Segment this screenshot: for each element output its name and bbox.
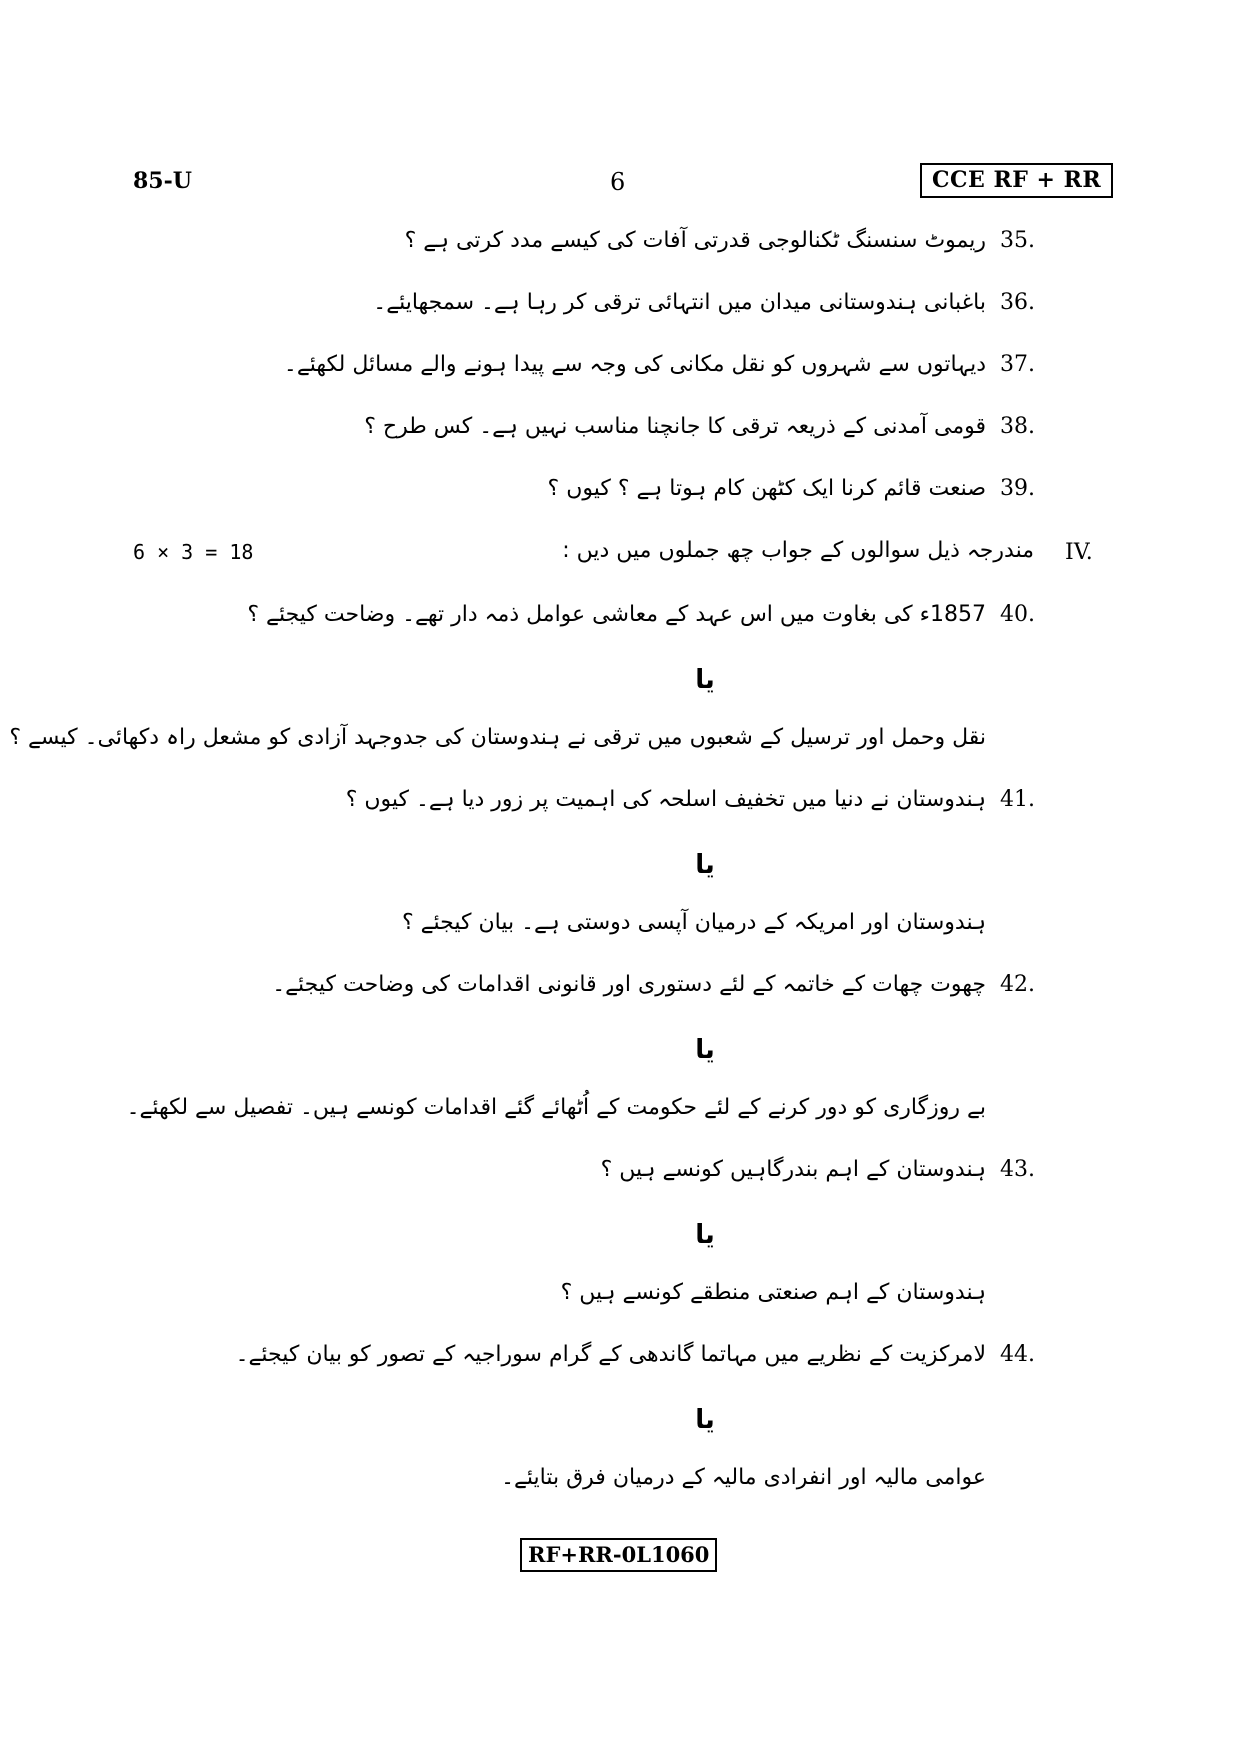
- question-44: [236, 1342, 1050, 1367]
- question-43: [601, 1157, 1050, 1182]
- alternative-question: ہندوستان اور امریکہ کے درمیان آپسی دوستی ہے۔ بیان کیجئے ؟: [401, 910, 986, 935]
- or-separator: یا: [695, 1220, 715, 1250]
- question-text: ریموٹ سنسنگ ٹکنالوجی قدرتی آفات کی کیسے مدد کرتی ہے ؟: [404, 228, 986, 253]
- question-text: دیہاتوں سے شہروں کو نقل مکانی کی وجہ سے پیدا ہونے والے مسائل لکھئے۔: [283, 352, 986, 377]
- section-number: IV.: [1065, 540, 1093, 565]
- question-35: [405, 228, 1050, 253]
- alternative-question: بے روزگاری کو دور کرنے کے لئے حکومت کے اُٹھائے گئے اقدامات کونسے ہیں۔ تفصیل سے لکھئے۔: [126, 1095, 986, 1120]
- or-separator: یا: [695, 1035, 715, 1065]
- question-number: 35.: [1000, 228, 1035, 253]
- or-separator: یا: [695, 850, 715, 880]
- alternative-question: نقل وحمل اور ترسیل کے شعبوں میں ترقی نے ہندوستان کی جدوجہد آزادی کو مشعل راہ دکھائی۔ کیسے ؟: [9, 725, 986, 750]
- footer-code-box: RF+RR-0L1060: [520, 1538, 717, 1572]
- question-number: 37.: [1000, 352, 1035, 377]
- question-38: [364, 414, 1050, 439]
- paper-code: 85-U: [133, 168, 192, 194]
- question-number: 40.: [1000, 602, 1035, 627]
- question-number: 43.: [1000, 1157, 1035, 1182]
- section-instruction: مندرجہ ذیل سوالوں کے جواب چھ جملوں میں دیں :: [562, 538, 1034, 563]
- question-number: 39.: [1000, 476, 1035, 501]
- question-text: باغبانی ہندوستانی میدان میں انتہائی ترقی کر رہا ہے۔ سمجھایئے۔: [373, 290, 986, 315]
- question-text: چھوت چھات کے خاتمہ کے لئے دستوری اور قانونی اقدامات کی وضاحت کیجئے۔: [272, 972, 986, 997]
- question-40: [247, 602, 1050, 627]
- alternative-question: ہندوستان کے اہم صنعتی منطقے کونسے ہیں ؟: [560, 1280, 986, 1305]
- question-number: 44.: [1000, 1342, 1035, 1367]
- question-37: [284, 352, 1050, 377]
- question-number: 41.: [1000, 787, 1035, 812]
- alternative-question: عوامی مالیہ اور انفرادی مالیہ کے درمیان فرق بتایئے۔: [501, 1465, 986, 1490]
- page-number: 6: [610, 168, 626, 196]
- exam-code-box: CCE RF + RR: [920, 163, 1113, 198]
- question-text: لامرکزیت کے نظریے میں مہاتما گاندھی کے گرام سوراجیہ کے تصور کو بیان کیجئے۔: [235, 1342, 986, 1367]
- question-text: صنعت قائم کرنا ایک کٹھن کام ہوتا ہے ؟ کیوں ؟: [547, 476, 986, 501]
- question-42: [272, 972, 1050, 997]
- question-text: 1857ء کی بغاوت میں اس عہد کے معاشی عوامل ذمہ دار تھے۔ وضاحت کیجئے ؟: [247, 602, 986, 627]
- question-41: [346, 787, 1050, 812]
- section-marks: 6 × 3 = 18: [133, 540, 254, 564]
- question-text: قومی آمدنی کے ذریعہ ترقی کا جانچنا مناسب نہیں ہے۔ کس طرح ؟: [364, 414, 986, 439]
- question-text: ہندوستان نے دنیا میں تخفیف اسلحہ کی اہمیت پر زور دیا ہے۔ کیوں ؟: [345, 787, 986, 812]
- question-number: 36.: [1000, 290, 1035, 315]
- question-text: ہندوستان کے اہم بندرگاہیں کونسے ہیں ؟: [600, 1157, 986, 1182]
- or-separator: یا: [695, 1405, 715, 1435]
- question-36: [373, 290, 1050, 315]
- question-39: [548, 476, 1050, 501]
- question-number: 42.: [1000, 972, 1035, 997]
- or-separator: یا: [695, 665, 715, 695]
- question-number: 38.: [1000, 414, 1035, 439]
